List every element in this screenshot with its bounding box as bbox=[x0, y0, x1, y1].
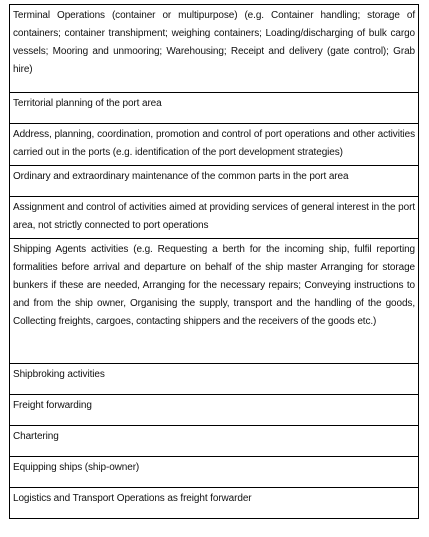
table-cell: Logistics and Transport Operations as freight forwarder bbox=[10, 488, 419, 519]
table-cell: Equipping ships (ship-owner) bbox=[10, 457, 419, 488]
table-cell: Freight forwarding bbox=[10, 395, 419, 426]
table-cell: Terminal Operations (container or multipurpose) (e.g. Container handling; storage of containers; container transhipment; weighing containers; Loading/discharging of bulk cargo vessels; Mooring and unmooring; Warehousing; Receipt and delivery (gate control); Grab hire) bbox=[10, 5, 419, 93]
table-row bbox=[10, 426, 419, 457]
table-row bbox=[10, 239, 419, 364]
table-cell: Ordinary and extraordinary maintenance of the common parts in the port area bbox=[10, 166, 419, 197]
table-cell: Shipping Agents activities (e.g. Requesting a berth for the incoming ship, fulfil reporting formalities before arrival and departure on behalf of the ship master Arranging for storage bunkers if these are needed, Arranging for the necessary repairs; Conveying instructions to and from the ship owner, Organising the supply, transport and the handling of the goods, Collecting freights, cargoes, contacting shippers and the receivers of the goods etc.) bbox=[10, 239, 419, 364]
table-cell: Address, planning, coordination, promotion and control of port operations and other activities carried out in the ports (e.g. identification of the port development strategies) bbox=[10, 124, 419, 166]
table-cell: Assignment and control of activities aimed at providing services of general interest in the port area, not strictly connected to port operations bbox=[10, 197, 419, 239]
table-row bbox=[10, 457, 419, 488]
table-row bbox=[10, 488, 419, 519]
table-row bbox=[10, 364, 419, 395]
port-activities-table bbox=[9, 4, 419, 519]
table-cell: Chartering bbox=[10, 426, 419, 457]
table-row bbox=[10, 93, 419, 124]
table-cell: Territorial planning of the port area bbox=[10, 93, 419, 124]
table-cell: Shipbroking activities bbox=[10, 364, 419, 395]
table-row bbox=[10, 166, 419, 197]
table-row bbox=[10, 124, 419, 166]
table-row bbox=[10, 5, 419, 93]
table-row bbox=[10, 197, 419, 239]
table-row bbox=[10, 395, 419, 426]
